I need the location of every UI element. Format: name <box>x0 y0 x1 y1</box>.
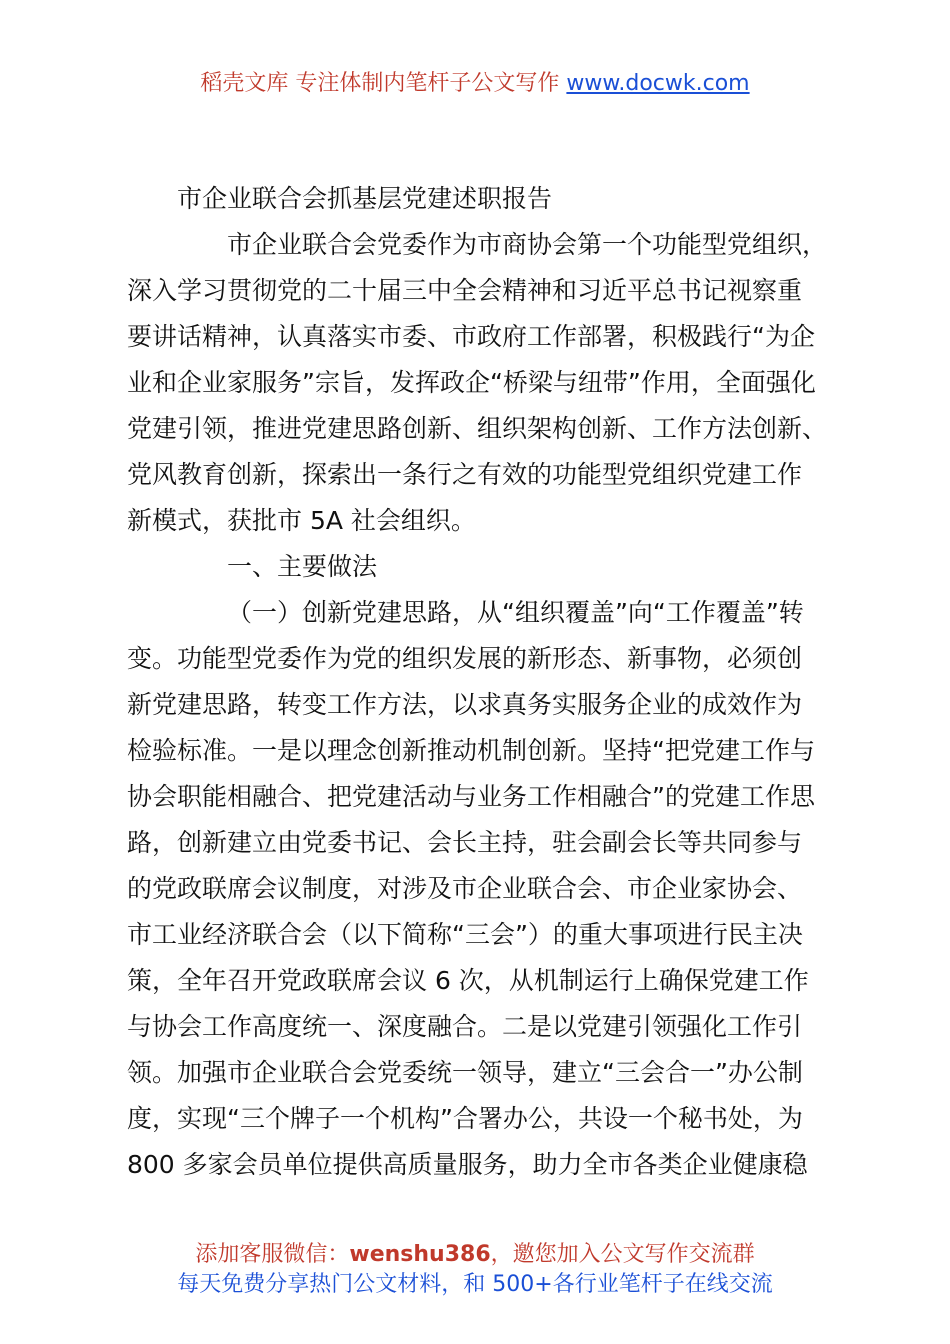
footer-wechat-id: wenshu386 <box>349 1242 491 1267</box>
body-line-16: 市工业经济联合会（以下简称“三会”）的重大事项进行民主决 <box>127 920 803 949</box>
body-line-18: 与协会工作高度统一、深度融合。二是以党建引领强化工作引 <box>127 1012 803 1041</box>
document-body <box>127 176 827 1188</box>
body-line-7: 新模式，获批市 5A 社会组织。 <box>127 506 476 535</box>
footer-wechat-prefix: 添加客服微信： <box>195 1242 350 1267</box>
footer-wechat-suffix: ，邀您加入公文写作交流群 <box>490 1242 755 1267</box>
body-line-15: 的党政联席会议制度，对涉及市企业联合会、市企业家协会、 <box>127 874 803 903</box>
header-url-link[interactable]: www.docwk.com <box>566 71 750 96</box>
body-line-13: 协会职能相融合、把党建活动与业务工作相融合”的党建工作思 <box>127 782 815 811</box>
body-line-20: 度，实现“三个牌子一个机构”合署办公，共设一个秘书处，为 <box>127 1104 803 1133</box>
body-line-1: 市企业联合会党委作为市商协会第一个功能型党组织， <box>227 230 827 259</box>
body-line-11: 新党建思路，转变工作方法，以求真务实服务企业的成效作为 <box>127 690 803 719</box>
body-line-4: 业和企业家服务”宗旨，发挥政企“桥梁与纽带”作用，全面强化 <box>127 368 816 397</box>
body-line-2: 深入学习贯彻党的二十届三中全会精神和习近平总书记视察重 <box>127 276 803 305</box>
header-brand: 稻壳文库 专注体制内笔杆子公文写作 <box>200 71 560 96</box>
body-line-14: 路，创新建立由党委书记、会长主持，驻会副会长等共同参与 <box>127 828 803 857</box>
body-line-10: 变。功能型党委作为党的组织发展的新形态、新事物，必须创 <box>127 644 803 673</box>
document-title: 市企业联合会抓基层党建述职报告 <box>177 184 553 213</box>
body-line-5: 党建引领，推进党建思路创新、组织架构创新、工作方法创新、 <box>127 414 827 443</box>
body-line-21: 800 多家会员单位提供高质量服务，助力全市各类企业健康稳 <box>127 1150 808 1179</box>
page-header <box>0 68 950 100</box>
subsection-heading-line: （一）创新党建思路，从“组织覆盖”向“工作覆盖”转 <box>227 598 804 627</box>
body-line-12: 检验标准。一是以理念创新推动机制创新。坚持“把党建工作与 <box>127 736 815 765</box>
section-heading: 一、主要做法 <box>227 552 378 581</box>
body-line-17: 策，全年召开党政联席会议 6 次，从机制运行上确保党建工作 <box>127 966 809 995</box>
body-line-6: 党风教育创新，探索出一条行之有效的功能型党组织党建工作 <box>127 460 803 489</box>
footer-line-2: 每天免费分享热门公文材料，和 500+各行业笔杆子在线交流 <box>177 1272 773 1297</box>
footer-line-1 <box>0 1240 950 1270</box>
body-line-19: 领。加强市企业联合会党委统一领导，建立“三会合一”办公制 <box>127 1058 803 1087</box>
page-footer <box>0 1240 950 1300</box>
body-line-3: 要讲话精神，认真落实市委、市政府工作部署，积极践行“为企 <box>127 322 815 351</box>
